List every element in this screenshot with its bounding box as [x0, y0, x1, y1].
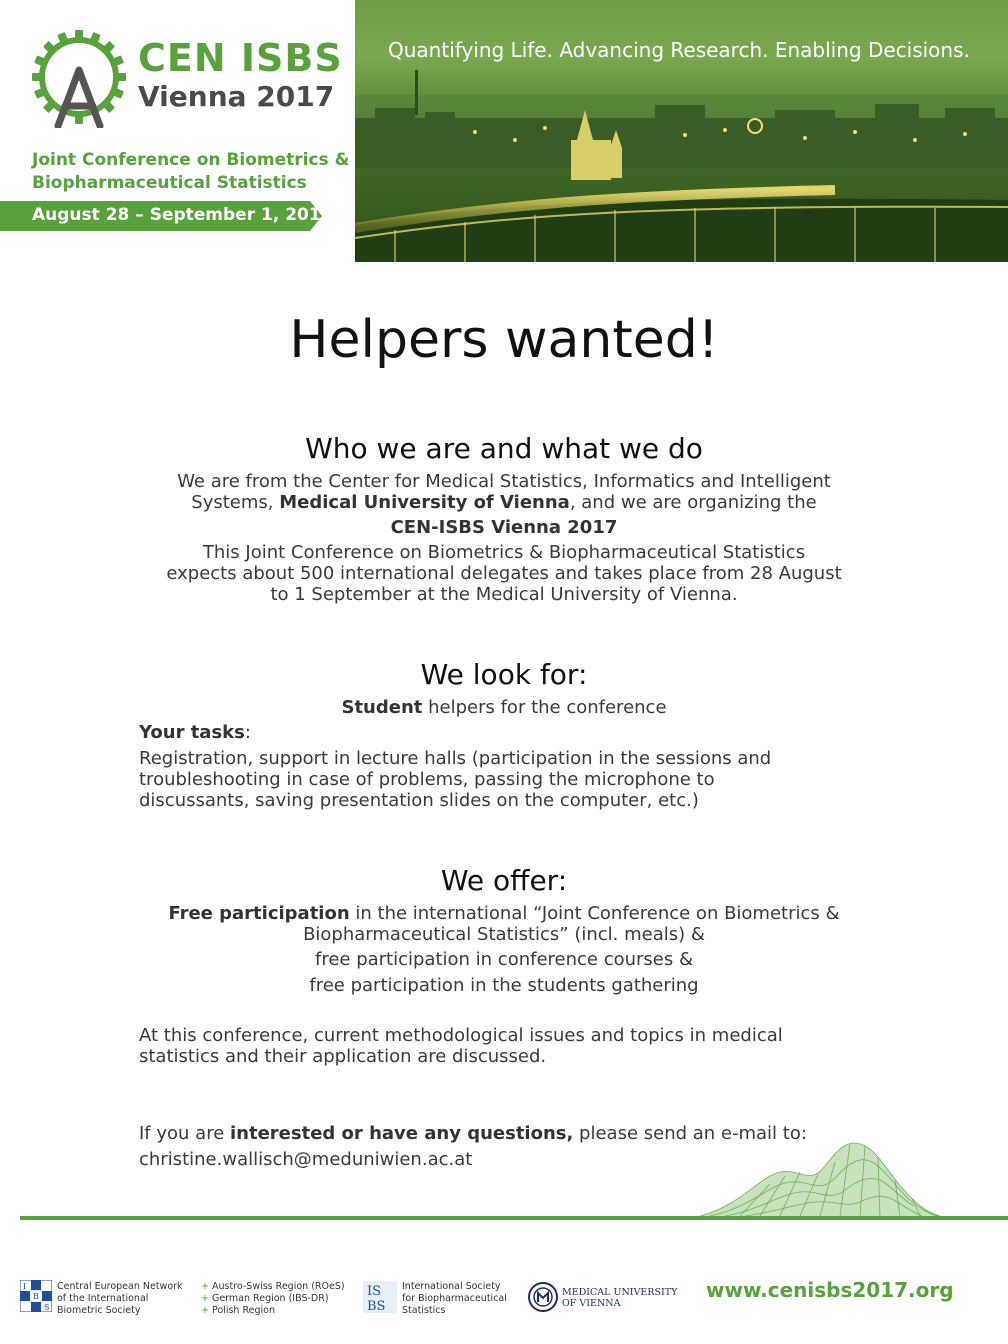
conference-name: CEN-ISBS Vienna 2017 [390, 517, 618, 538]
surface-mesh-graphic [700, 1136, 940, 1218]
svg-text:B: B [33, 1292, 39, 1301]
svg-text:BS: BS [367, 1299, 386, 1313]
page-title: Helpers wanted! [289, 310, 719, 370]
meduni-text: MEDICAL UNIVERSITY OF VIENNA [562, 1287, 678, 1309]
conference-subtitle-line2: Biopharmaceutical Statistics [32, 173, 307, 193]
conference-tagline: Quantifying Life. Advancing Research. Enabling Decisions. [388, 38, 970, 62]
brand-name: CEN ISBS [138, 36, 343, 80]
isbs-text: International Society for Biopharmaceutical Statistics [402, 1281, 507, 1316]
meduni-seal-icon [528, 1282, 558, 1312]
medical-university-bold: Medical University of Vienna [279, 492, 570, 513]
conference-dates: August 28 – September 1, 2017 [32, 205, 333, 225]
who-we-are-heading: Who we are and what we do [305, 432, 703, 465]
website-link[interactable]: www.cenisbs2017.org [706, 1278, 954, 1302]
who-text-line2: Systems, Medical University of Vienna, and we are organizing the [191, 492, 817, 513]
conference-subtitle-line1: Joint Conference on Biometrics & [32, 150, 350, 170]
we-offer-heading: We offer: [440, 864, 568, 897]
svg-text:I: I [23, 1282, 27, 1291]
footer-divider [20, 1216, 1008, 1220]
offer-line3: free participation in conference courses & [314, 949, 694, 970]
isbs-logo-icon [363, 1281, 397, 1313]
offer-line1: Free participation in the international “Joint Conference on Biometrics & [168, 903, 840, 924]
regions-list: + Austro-Swiss Region (ROeS) + German Region (IBS-DR) + Polish Region [201, 1281, 345, 1316]
topics-line2: statistics and their application are discussed. [139, 1046, 547, 1067]
tasks-line3: discussants, saving presentation slides on the computer, etc.) [139, 790, 699, 811]
look-for-heading: We look for: [420, 658, 588, 691]
contact-text: If you are interested or have any questions, please send an e-mail to: [139, 1123, 807, 1144]
contact-email-link[interactable]: christine.wallisch@meduniwien.ac.at [139, 1149, 473, 1170]
topics-line1: At this conference, current methodological issues and topics in medical [139, 1025, 783, 1046]
cen-network-text: Central European Network of the International Biometric Society [57, 1281, 183, 1316]
svg-text:IS: IS [367, 1284, 382, 1299]
who-text-line4: expects about 500 international delegates and takes place from 28 August [166, 563, 842, 584]
student-helpers-text: Student helpers for the conference [341, 697, 667, 718]
svg-text:S: S [44, 1303, 50, 1312]
who-text-line3: This Joint Conference on Biometrics & Biopharmaceutical Statistics [202, 542, 806, 563]
offer-line2: Biopharmaceutical Statistics” (incl. meals) & [303, 924, 705, 945]
ibs-logo-icon [20, 1280, 52, 1312]
who-text-line5: to 1 September at the Medical University of Vienna. [270, 584, 738, 605]
tasks-line2: troubleshooting in case of problems, passing the microphone to [139, 769, 715, 790]
offer-line4: free participation in the students gathering [309, 975, 699, 996]
who-text-line1: We are from the Center for Medical Statistics, Informatics and Intelligent [177, 471, 831, 492]
ferris-wheel-icon [32, 30, 126, 128]
tasks-label: Your tasks: [139, 722, 251, 743]
brand-city-year: Vienna 2017 [138, 80, 335, 113]
tasks-line1: Registration, support in lecture halls (participation in the sessions and [139, 748, 772, 769]
